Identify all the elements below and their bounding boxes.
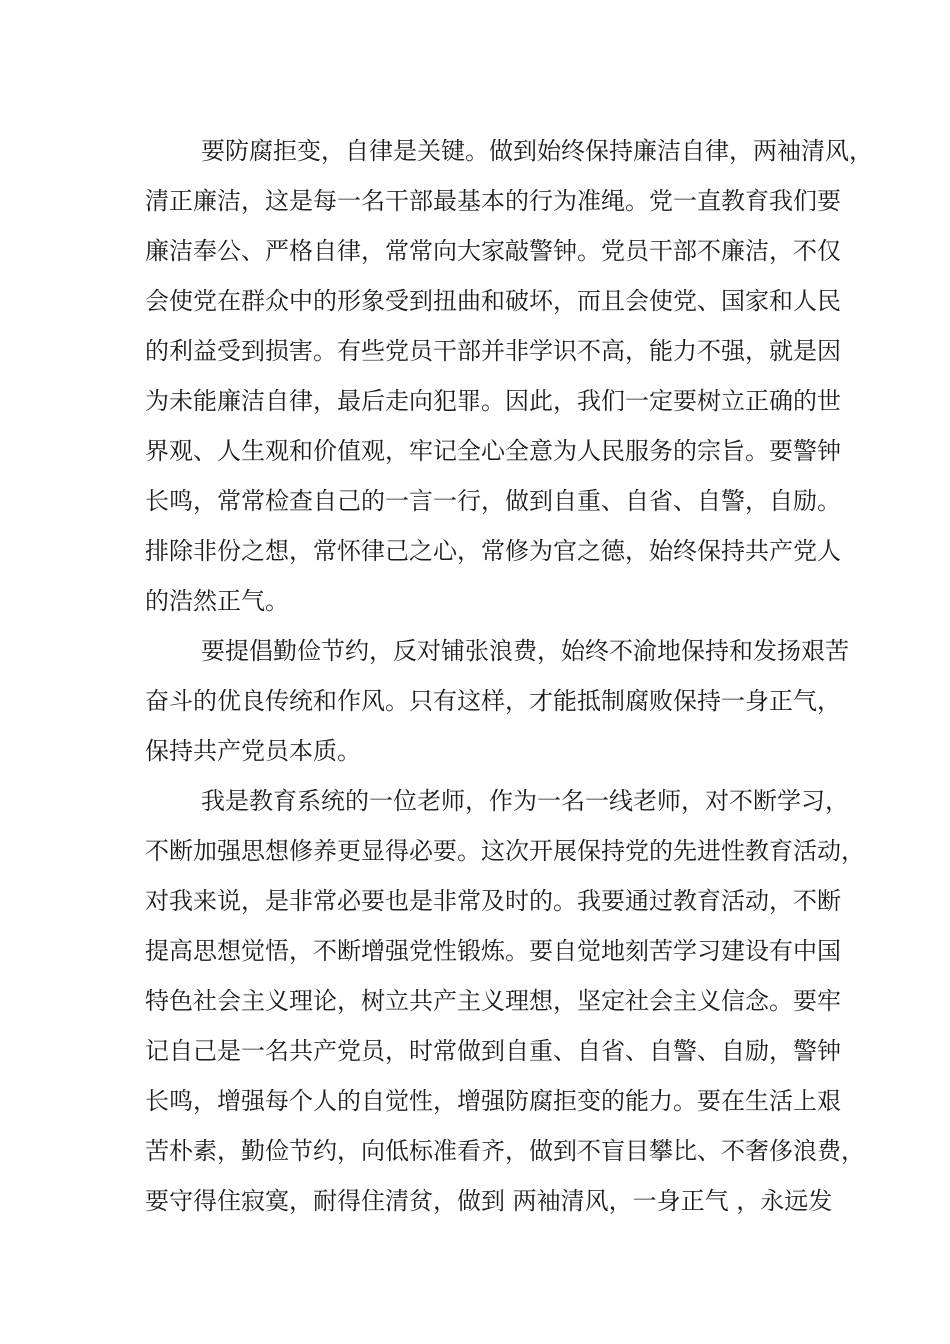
text-line: 的利益受到损害。有些党员干部并非学识不高，能力不强，就是因 xyxy=(145,337,841,365)
text-line: 长鸣，常常检查自己的一言一行，做到自重、自省、自警，自励。 xyxy=(145,487,841,515)
text-line: 保持共产党员本质。 xyxy=(145,737,361,765)
text-line: 为未能廉洁自律，最后走向犯罪。因此，我们一定要树立正确的世 xyxy=(145,387,841,415)
text-line: 排除非份之想，常怀律己之心，常修为官之德，始终保持共产党人 xyxy=(145,537,841,565)
document-body xyxy=(145,126,873,1226)
text-line: 清正廉洁，这是每一名干部最基本的行为准绳。党一直教育我们要 xyxy=(145,187,841,215)
text-line: 长鸣，增强每个人的自觉性，增强防腐拒变的能力。要在生活上艰 xyxy=(145,1087,841,1115)
text-line: 的浩然正气。 xyxy=(145,587,289,615)
text-line: 要提倡勤俭节约，反对铺张浪费，始终不渝地保持和发扬艰苦 xyxy=(201,637,849,665)
text-line: 界观、人生观和价值观，牢记全心全意为人民服务的宗旨。要警钟 xyxy=(145,437,841,465)
text-line: 我是教育系统的一位老师，作为一名一线老师，对不断学习， xyxy=(201,787,849,815)
text-line: 要防腐拒变，自律是关键。做到始终保持廉洁自律，两袖清风， xyxy=(201,137,873,165)
text-line: 奋斗的优良传统和作风。只有这样，才能抵制腐败保持一身正气， xyxy=(145,687,841,715)
text-line: 提高思想觉悟，不断增强党性锻炼。要自觉地刻苦学习建设有中国 xyxy=(145,937,841,965)
paragraph-2 xyxy=(145,626,849,776)
text-line: 对我来说，是非常必要也是非常及时的。我要通过教育活动，不断 xyxy=(145,887,841,915)
text-line: 苦朴素，勤俭节约，向低标准看齐，做到不盲目攀比、不奢侈浪费， xyxy=(145,1137,865,1165)
text-line: 记自己是一名共产党员，时常做到自重、自省、自警、自励，警钟 xyxy=(145,1037,841,1065)
text-line: 特色社会主义理论，树立共产主义理想，坚定社会主义信念。要牢 xyxy=(145,987,841,1015)
text-line: 会使党在群众中的形象受到扭曲和破坏，而且会使党、国家和人民 xyxy=(145,287,841,315)
paragraph-1 xyxy=(145,126,873,626)
paragraph-3 xyxy=(145,776,865,1226)
text-line: 不断加强思想修养更显得必要。这次开展保持党的先进性教育活动， xyxy=(145,837,865,865)
text-line: 廉洁奉公、严格自律，常常向大家敲警钟。党员干部不廉洁，不仅 xyxy=(145,237,841,265)
text-line: 要守得住寂寞，耐得住清贫，做到 两袖清风，一身正气 ，永远发 xyxy=(145,1187,833,1215)
